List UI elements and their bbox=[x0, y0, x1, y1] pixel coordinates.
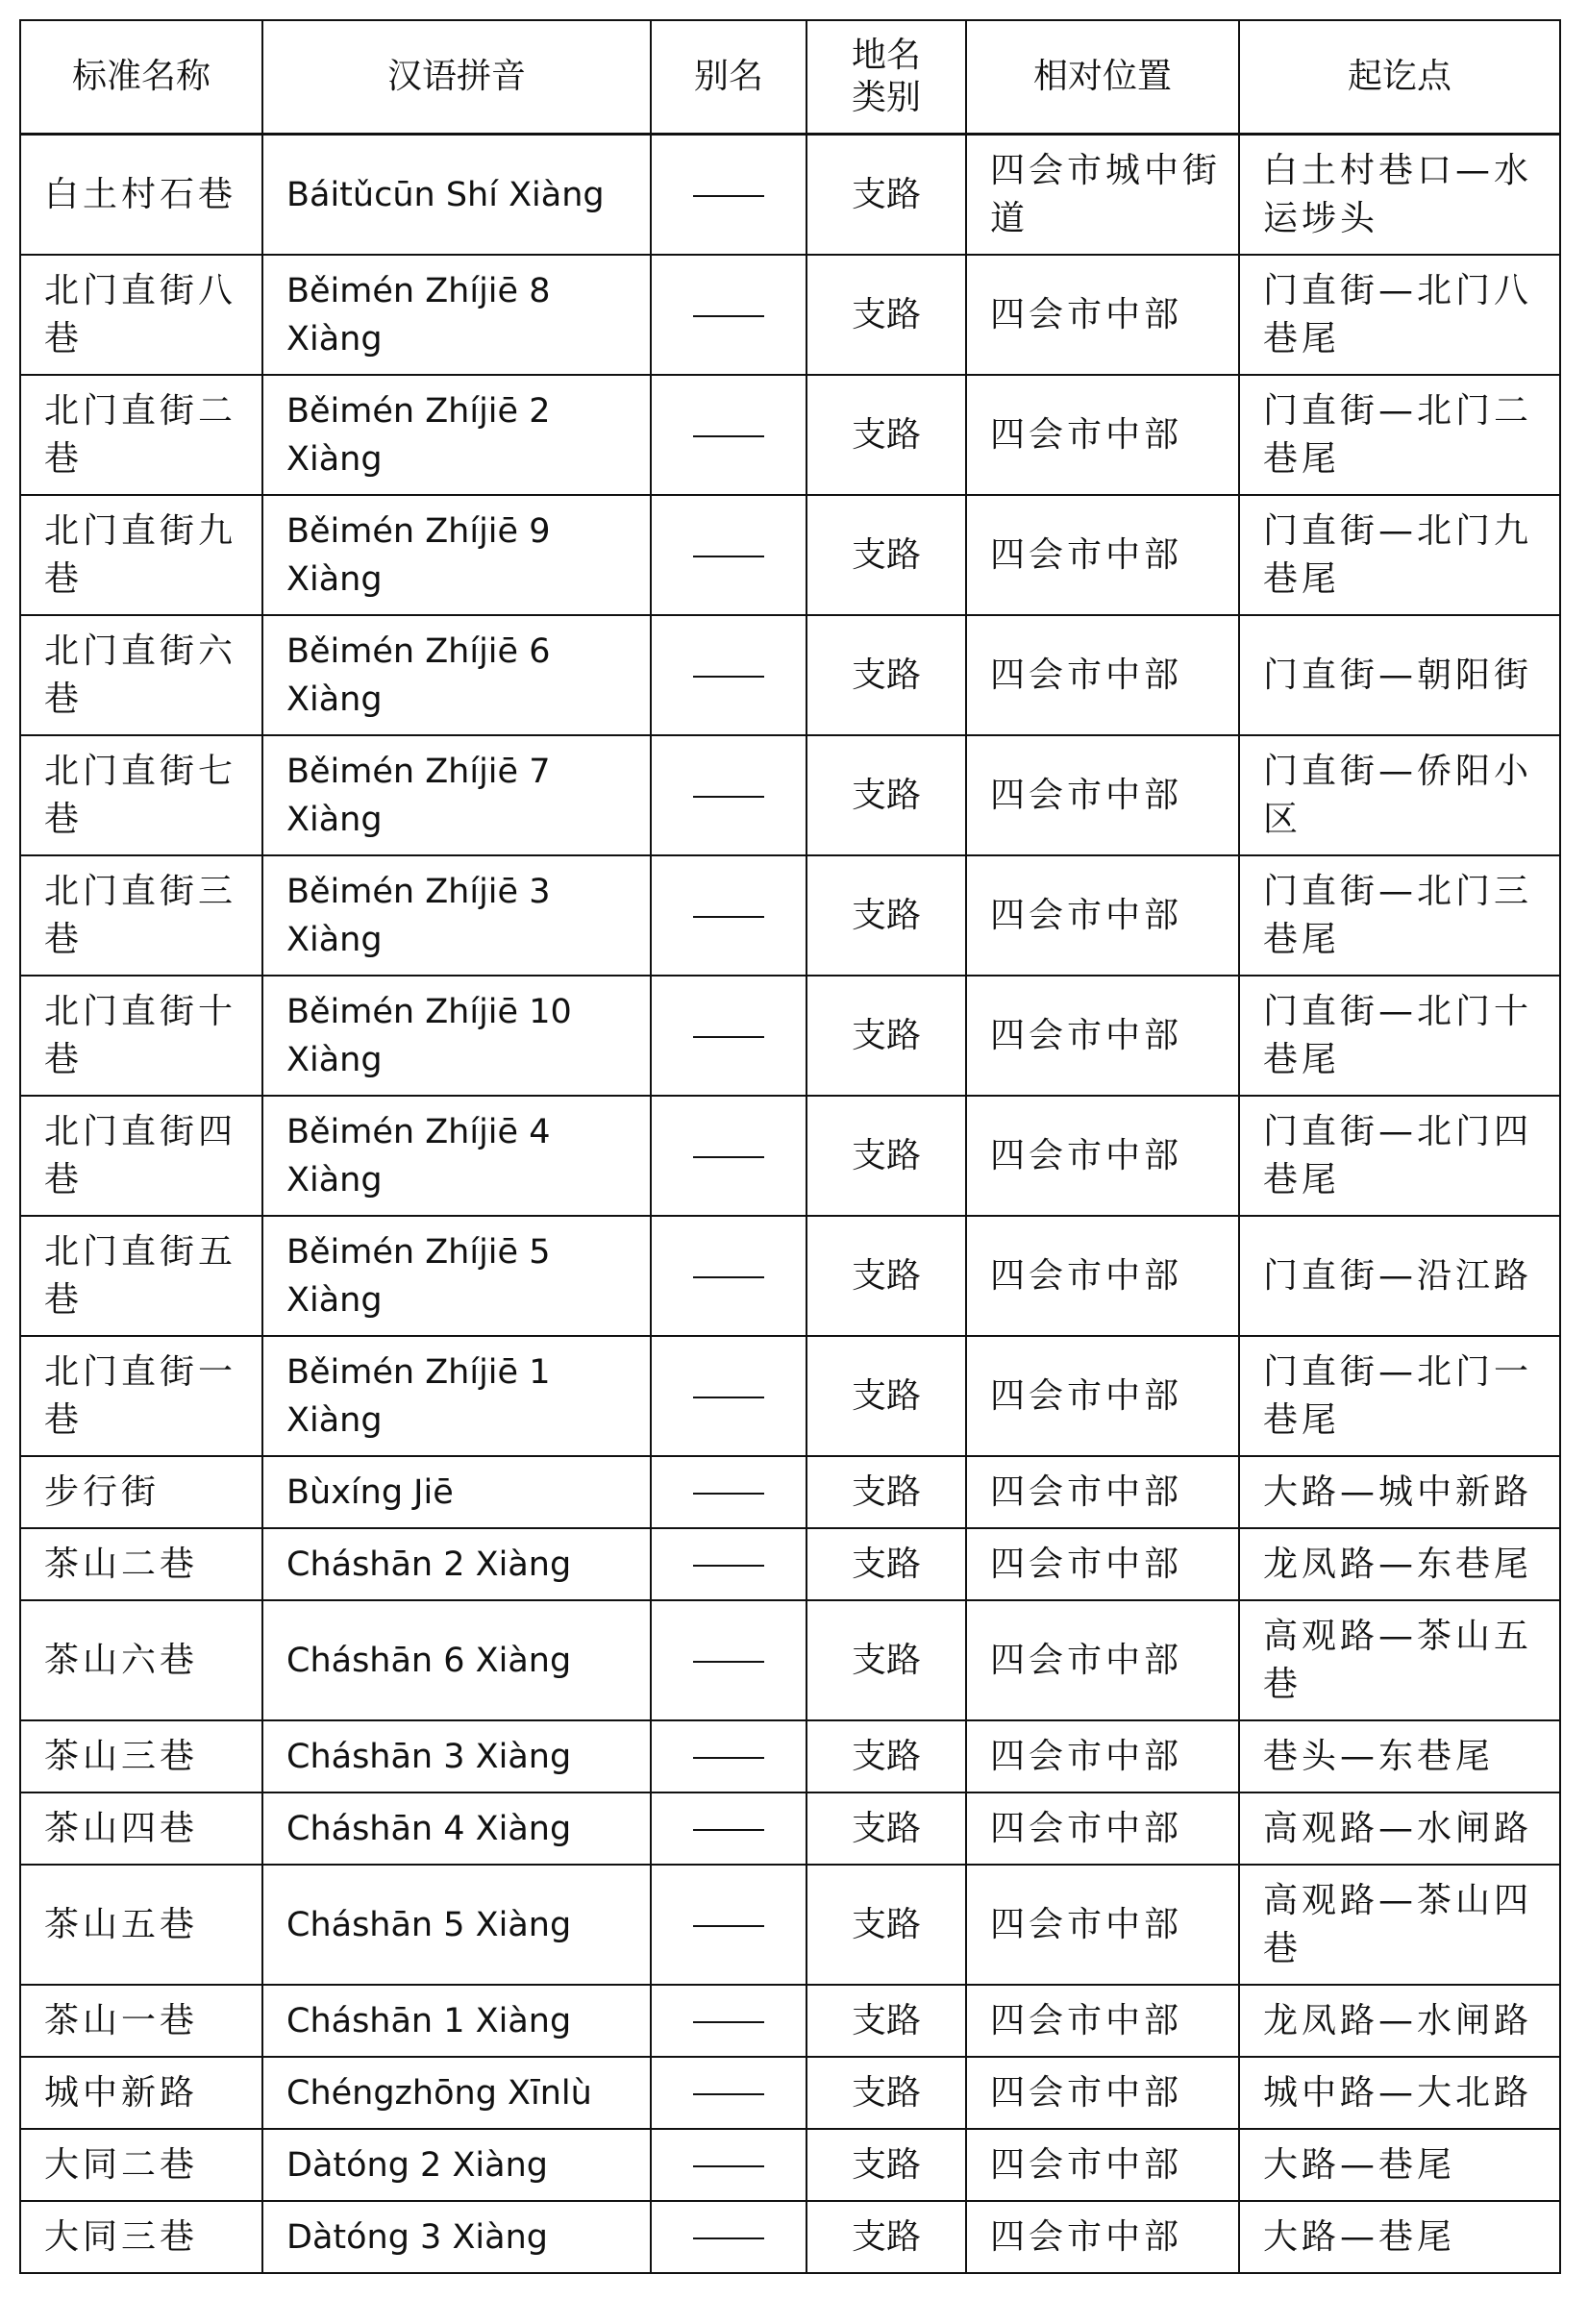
cell-pinyin: Cháshān 2 Xiàng bbox=[262, 1528, 651, 1600]
cell-pinyin: Bùxíng Jiē bbox=[262, 1456, 651, 1528]
cell-range: 大路—巷尾 bbox=[1239, 2201, 1560, 2273]
alias-dash bbox=[693, 1757, 764, 1759]
cell-pinyin: Cháshān 6 Xiàng bbox=[262, 1600, 651, 1720]
table-row bbox=[20, 1096, 1560, 1216]
cell-standard-name: 步行街 bbox=[20, 1456, 262, 1528]
cell-pinyin: Běimén Zhíjiē 4 Xiàng bbox=[262, 1096, 651, 1216]
cell-pinyin: Dàtóng 2 Xiàng bbox=[262, 2129, 651, 2201]
table-row bbox=[20, 1792, 1560, 1865]
cell-range: 高观路—茶山四巷 bbox=[1239, 1865, 1560, 1985]
alias-dash bbox=[693, 1397, 764, 1398]
table-row bbox=[20, 1216, 1560, 1336]
header-category bbox=[806, 20, 966, 135]
table-row bbox=[20, 1720, 1560, 1792]
cell-pinyin: Cháshān 3 Xiàng bbox=[262, 1720, 651, 1792]
cell-category: 支路 bbox=[806, 1865, 966, 1985]
cell-alias bbox=[651, 1096, 806, 1216]
alias-dash bbox=[693, 556, 764, 557]
cell-location: 四会市中部 bbox=[966, 1720, 1239, 1792]
cell-standard-name: 北门直街七巷 bbox=[20, 735, 262, 855]
cell-range: 门直街—北门二巷尾 bbox=[1239, 375, 1560, 495]
cell-standard-name: 大同二巷 bbox=[20, 2129, 262, 2201]
alias-dash bbox=[693, 1565, 764, 1567]
cell-range: 龙凤路—水闸路 bbox=[1239, 1985, 1560, 2057]
cell-range: 白土村巷口—水运埗头 bbox=[1239, 135, 1560, 256]
cell-category: 支路 bbox=[806, 375, 966, 495]
cell-pinyin: Běimén Zhíjiē 3 Xiàng bbox=[262, 855, 651, 976]
alias-dash bbox=[693, 315, 764, 317]
cell-range: 城中路—大北路 bbox=[1239, 2057, 1560, 2129]
cell-standard-name: 北门直街六巷 bbox=[20, 615, 262, 735]
table-row bbox=[20, 1600, 1560, 1720]
cell-location: 四会市中部 bbox=[966, 2129, 1239, 2201]
cell-location: 四会市中部 bbox=[966, 2057, 1239, 2129]
cell-alias bbox=[651, 1985, 806, 2057]
alias-dash bbox=[693, 916, 764, 918]
cell-standard-name: 茶山二巷 bbox=[20, 1528, 262, 1600]
cell-standard-name: 大同三巷 bbox=[20, 2201, 262, 2273]
cell-alias bbox=[651, 375, 806, 495]
cell-standard-name: 北门直街九巷 bbox=[20, 495, 262, 615]
cell-pinyin: Běimén Zhíjiē 9 Xiàng bbox=[262, 495, 651, 615]
cell-location: 四会市中部 bbox=[966, 1456, 1239, 1528]
cell-range: 龙凤路—东巷尾 bbox=[1239, 1528, 1560, 1600]
cell-alias bbox=[651, 1456, 806, 1528]
cell-range: 大路—巷尾 bbox=[1239, 2129, 1560, 2201]
alias-dash bbox=[693, 676, 764, 678]
cell-category: 支路 bbox=[806, 1600, 966, 1720]
cell-standard-name: 茶山一巷 bbox=[20, 1985, 262, 2057]
alias-dash bbox=[693, 1276, 764, 1278]
cell-alias bbox=[651, 1216, 806, 1336]
cell-location: 四会市中部 bbox=[966, 1216, 1239, 1336]
table-row bbox=[20, 135, 1560, 256]
cell-pinyin: Cháshān 4 Xiàng bbox=[262, 1792, 651, 1865]
alias-dash bbox=[693, 2021, 764, 2023]
cell-alias bbox=[651, 1792, 806, 1865]
cell-location: 四会市中部 bbox=[966, 375, 1239, 495]
table-row bbox=[20, 255, 1560, 375]
table-row bbox=[20, 375, 1560, 495]
cell-standard-name: 北门直街八巷 bbox=[20, 255, 262, 375]
cell-pinyin: Běimén Zhíjiē 1 Xiàng bbox=[262, 1336, 651, 1456]
cell-category: 支路 bbox=[806, 2057, 966, 2129]
header-alias: 别名 bbox=[651, 20, 806, 135]
cell-category: 支路 bbox=[806, 1985, 966, 2057]
cell-alias bbox=[651, 735, 806, 855]
cell-standard-name: 北门直街一巷 bbox=[20, 1336, 262, 1456]
cell-category: 支路 bbox=[806, 495, 966, 615]
cell-standard-name: 茶山五巷 bbox=[20, 1865, 262, 1985]
alias-dash bbox=[693, 2237, 764, 2239]
table-row bbox=[20, 1865, 1560, 1985]
cell-alias bbox=[651, 255, 806, 375]
cell-location: 四会市城中街道 bbox=[966, 135, 1239, 256]
table-header-row bbox=[20, 20, 1560, 135]
cell-range: 大路—城中新路 bbox=[1239, 1456, 1560, 1528]
cell-alias bbox=[651, 976, 806, 1096]
table-row bbox=[20, 976, 1560, 1096]
cell-location: 四会市中部 bbox=[966, 1792, 1239, 1865]
cell-location: 四会市中部 bbox=[966, 976, 1239, 1096]
cell-range: 门直街—北门十巷尾 bbox=[1239, 976, 1560, 1096]
cell-pinyin: Běimén Zhíjiē 8 Xiàng bbox=[262, 255, 651, 375]
cell-range: 高观路—茶山五巷 bbox=[1239, 1600, 1560, 1720]
cell-range: 高观路—水闸路 bbox=[1239, 1792, 1560, 1865]
header-range: 起讫点 bbox=[1239, 20, 1560, 135]
alias-dash bbox=[693, 1036, 764, 1038]
table-row bbox=[20, 2129, 1560, 2201]
cell-category: 支路 bbox=[806, 2201, 966, 2273]
cell-range: 门直街—朝阳街 bbox=[1239, 615, 1560, 735]
alias-dash bbox=[693, 796, 764, 798]
table-row bbox=[20, 2057, 1560, 2129]
cell-category: 支路 bbox=[806, 2129, 966, 2201]
cell-range: 门直街—北门八巷尾 bbox=[1239, 255, 1560, 375]
cell-pinyin: Báitǔcūn Shí Xiàng bbox=[262, 135, 651, 256]
cell-alias bbox=[651, 1865, 806, 1985]
cell-standard-name: 茶山三巷 bbox=[20, 1720, 262, 1792]
cell-range: 门直街—侨阳小区 bbox=[1239, 735, 1560, 855]
cell-category: 支路 bbox=[806, 255, 966, 375]
table-row bbox=[20, 1528, 1560, 1600]
cell-range: 门直街—北门一巷尾 bbox=[1239, 1336, 1560, 1456]
header-pinyin: 汉语拼音 bbox=[262, 20, 651, 135]
cell-location: 四会市中部 bbox=[966, 615, 1239, 735]
cell-location: 四会市中部 bbox=[966, 1600, 1239, 1720]
alias-dash bbox=[693, 1829, 764, 1831]
cell-range: 巷头—东巷尾 bbox=[1239, 1720, 1560, 1792]
cell-category: 支路 bbox=[806, 1216, 966, 1336]
cell-standard-name: 白土村石巷 bbox=[20, 135, 262, 256]
cell-location: 四会市中部 bbox=[966, 1985, 1239, 2057]
cell-pinyin: Cháshān 1 Xiàng bbox=[262, 1985, 651, 2057]
alias-dash bbox=[693, 2093, 764, 2095]
cell-category: 支路 bbox=[806, 1720, 966, 1792]
cell-alias bbox=[651, 1336, 806, 1456]
cell-alias bbox=[651, 615, 806, 735]
alias-dash bbox=[693, 1493, 764, 1495]
cell-standard-name: 茶山四巷 bbox=[20, 1792, 262, 1865]
cell-standard-name: 北门直街四巷 bbox=[20, 1096, 262, 1216]
cell-category: 支路 bbox=[806, 1792, 966, 1865]
cell-alias bbox=[651, 2057, 806, 2129]
alias-dash bbox=[693, 2165, 764, 2167]
cell-alias bbox=[651, 2201, 806, 2273]
table-body bbox=[20, 135, 1560, 2274]
cell-category: 支路 bbox=[806, 1528, 966, 1600]
header-standard-name: 标准名称 bbox=[20, 20, 262, 135]
cell-standard-name: 北门直街十巷 bbox=[20, 976, 262, 1096]
cell-pinyin: Běimén Zhíjiē 6 Xiàng bbox=[262, 615, 651, 735]
table-row bbox=[20, 2201, 1560, 2273]
cell-category: 支路 bbox=[806, 1096, 966, 1216]
cell-category: 支路 bbox=[806, 1336, 966, 1456]
cell-pinyin: Běimén Zhíjiē 2 Xiàng bbox=[262, 375, 651, 495]
cell-standard-name: 北门直街五巷 bbox=[20, 1216, 262, 1336]
cell-location: 四会市中部 bbox=[966, 1528, 1239, 1600]
cell-range: 门直街—北门三巷尾 bbox=[1239, 855, 1560, 976]
cell-range: 门直街—沿江路 bbox=[1239, 1216, 1560, 1336]
cell-location: 四会市中部 bbox=[966, 735, 1239, 855]
alias-dash bbox=[693, 1156, 764, 1158]
cell-pinyin: Dàtóng 3 Xiàng bbox=[262, 2201, 651, 2273]
cell-location: 四会市中部 bbox=[966, 2201, 1239, 2273]
place-name-table-page bbox=[19, 19, 1559, 2274]
cell-standard-name: 北门直街二巷 bbox=[20, 375, 262, 495]
cell-pinyin: Cháshān 5 Xiàng bbox=[262, 1865, 651, 1985]
table-row bbox=[20, 1336, 1560, 1456]
table-row bbox=[20, 735, 1560, 855]
cell-location: 四会市中部 bbox=[966, 1336, 1239, 1456]
alias-dash bbox=[693, 1661, 764, 1663]
alias-dash bbox=[693, 435, 764, 437]
cell-location: 四会市中部 bbox=[966, 495, 1239, 615]
cell-range: 门直街—北门四巷尾 bbox=[1239, 1096, 1560, 1216]
cell-category: 支路 bbox=[806, 1456, 966, 1528]
cell-category: 支路 bbox=[806, 615, 966, 735]
cell-standard-name: 城中新路 bbox=[20, 2057, 262, 2129]
cell-location: 四会市中部 bbox=[966, 1865, 1239, 1985]
cell-location: 四会市中部 bbox=[966, 255, 1239, 375]
cell-category: 支路 bbox=[806, 976, 966, 1096]
cell-alias bbox=[651, 1600, 806, 1720]
table-row bbox=[20, 855, 1560, 976]
header-category-label: 地名 类别 bbox=[851, 36, 921, 117]
cell-alias bbox=[651, 135, 806, 256]
header-location: 相对位置 bbox=[966, 20, 1239, 135]
cell-pinyin: Chéngzhōng Xīnlù bbox=[262, 2057, 651, 2129]
cell-category: 支路 bbox=[806, 735, 966, 855]
alias-dash bbox=[693, 195, 764, 197]
cell-location: 四会市中部 bbox=[966, 855, 1239, 976]
cell-pinyin: Běimén Zhíjiē 10 Xiàng bbox=[262, 976, 651, 1096]
cell-standard-name: 茶山六巷 bbox=[20, 1600, 262, 1720]
cell-range: 门直街—北门九巷尾 bbox=[1239, 495, 1560, 615]
place-name-table bbox=[19, 19, 1561, 2274]
table-row bbox=[20, 1456, 1560, 1528]
cell-pinyin: Běimén Zhíjiē 5 Xiàng bbox=[262, 1216, 651, 1336]
cell-standard-name: 北门直街三巷 bbox=[20, 855, 262, 976]
cell-alias bbox=[651, 2129, 806, 2201]
alias-dash bbox=[693, 1925, 764, 1927]
cell-alias bbox=[651, 855, 806, 976]
cell-alias bbox=[651, 1720, 806, 1792]
cell-alias bbox=[651, 1528, 806, 1600]
cell-category: 支路 bbox=[806, 135, 966, 256]
cell-category: 支路 bbox=[806, 855, 966, 976]
table-row bbox=[20, 495, 1560, 615]
cell-alias bbox=[651, 495, 806, 615]
cell-pinyin: Běimén Zhíjiē 7 Xiàng bbox=[262, 735, 651, 855]
table-row bbox=[20, 1985, 1560, 2057]
cell-location: 四会市中部 bbox=[966, 1096, 1239, 1216]
table-row bbox=[20, 615, 1560, 735]
